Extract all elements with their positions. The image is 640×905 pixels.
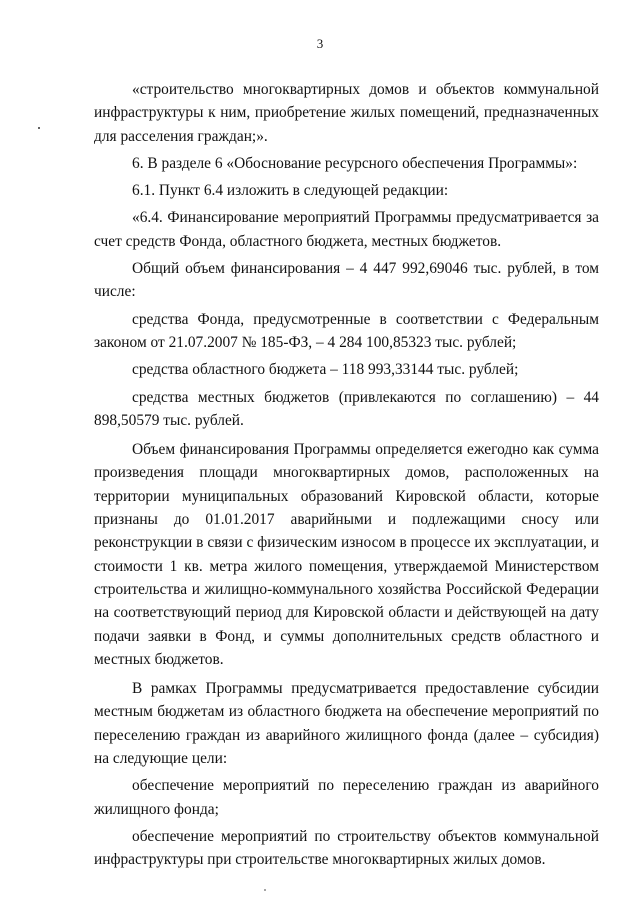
paragraph-financing-volume: Объем финансирования Программы определяется ежегодно как сумма произведения площади многоквартирных домов, расположенных на территории муниципальных образований Кировской области, которые признаны до 01.01.2017 аварийными и подлежащими сносу или реконструкции в связи с физическим износом в процессе их эксплуатации, и стоимости 1 кв. метра жилого помещения, утверждаемой Министерством строительства и жилищно-коммунального хозяйства Российской Федерации на соответствующий период для Кировской области и действующей на дату подачи заявки в Фонд, и суммы дополнительных средств областного и местных бюджетов. (94, 441, 599, 668)
scan-mark-bottom (264, 889, 266, 891)
paragraph-construction-item: «строительство многоквартирных домов и объектов коммунальной инфраструктуры к ним, приобретение жилых помещений, предназначенных для расселения граждан;». (94, 81, 599, 145)
page-number: 3 (316, 36, 324, 51)
paragraph-goal-infrastructure: обеспечение мероприятий по строительству объектов коммунальной инфраструктуры при строительстве многоквартирных жилых домов. (94, 827, 599, 869)
paragraph-fund-money: средства Фонда, предусмотренные в соответствии с Федеральным законом от 21.07.2007 № 185-ФЗ, – 4 284 100,85323 тыс. рублей; (94, 310, 599, 351)
paragraph-local-budgets: средства местных бюджетов (привлекаются по соглашению) – 44 898,50579 тыс. рублей. (94, 388, 599, 429)
paragraph-regional-budget: средства областного бюджета – 118 993,33144 тыс. рублей; (132, 361, 519, 379)
paragraph-goal-resettlement: обеспечение мероприятий по переселению граждан из аварийного жилищного фонда; (94, 777, 599, 818)
scan-mark (38, 127, 40, 129)
paragraph-item-6-1: 6.1. Пункт 6.4 изложить в следующей редакции: (132, 182, 449, 200)
paragraph-total-financing: Общий объем финансирования – 4 447 992,69046 тыс. рублей, в том числе: (94, 260, 599, 301)
paragraph-subsidy: В рамках Программы предусматривается предоставление субсидии местным бюджетам из областного бюджета на обеспечение мероприятий по переселению граждан из аварийного жилищного фонда (далее – субсидия) на следующие цели: (94, 680, 599, 768)
paragraph-item-6-4: «6.4. Финансирование мероприятий Программы предусматривается за счет средств Фонда, областного бюджета, местных бюджетов. (94, 209, 599, 250)
document-body (94, 78, 599, 872)
paragraph-section-6: 6. В разделе 6 «Обоснование ресурсного обеспечения Программы»: (132, 154, 578, 172)
